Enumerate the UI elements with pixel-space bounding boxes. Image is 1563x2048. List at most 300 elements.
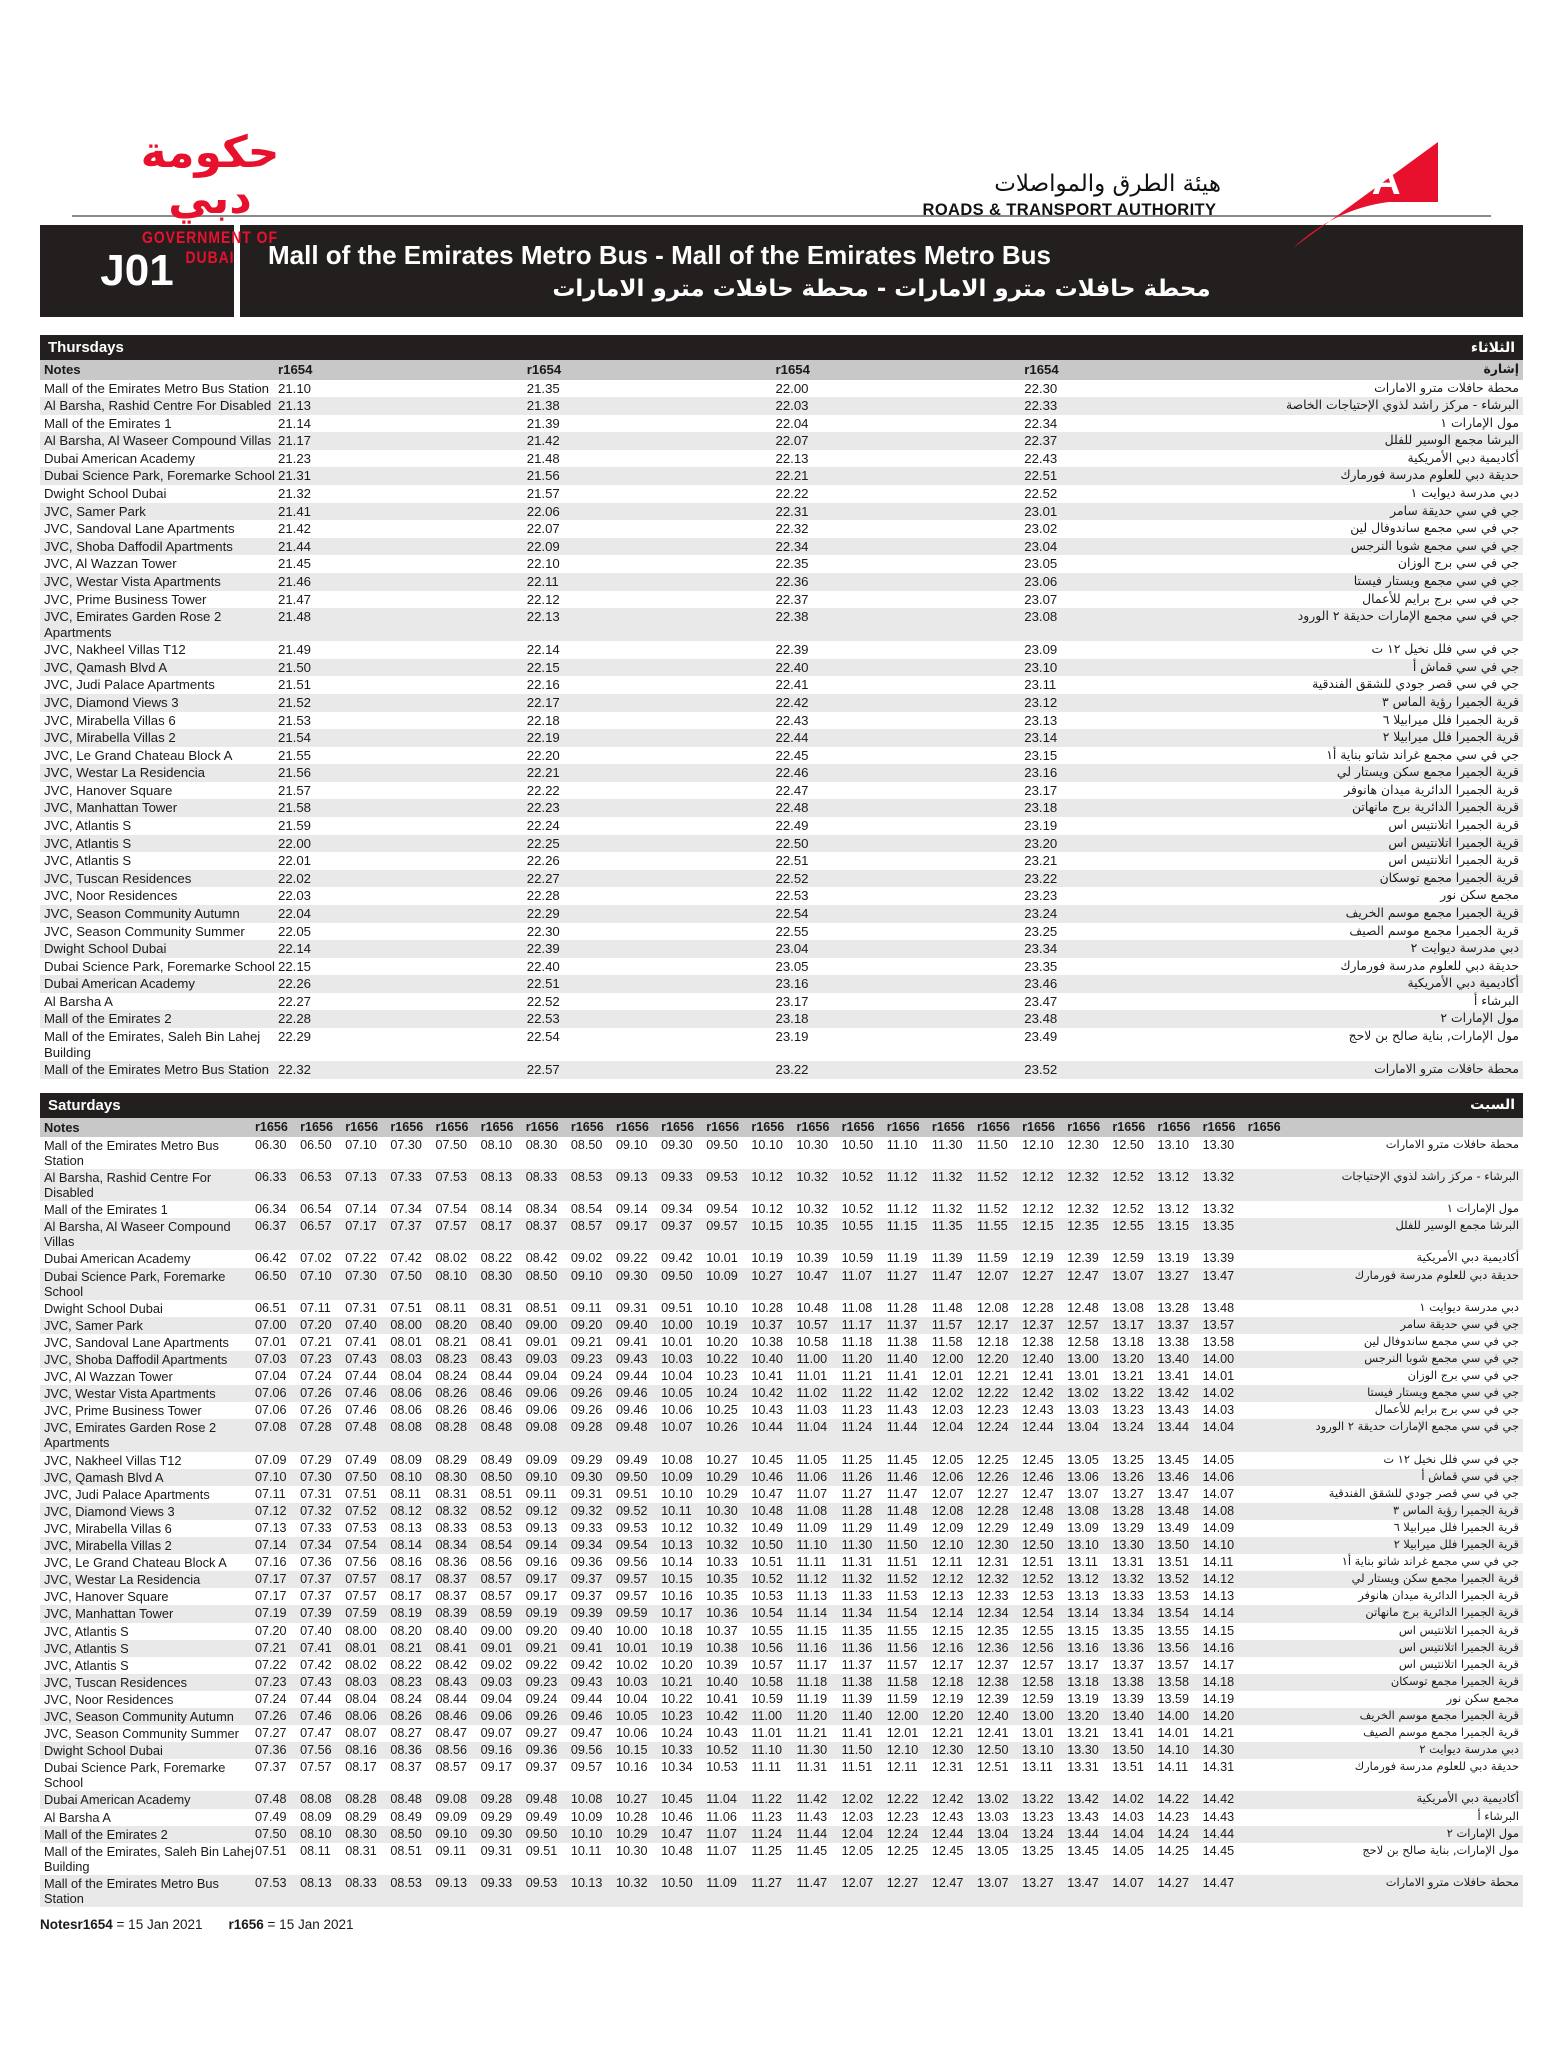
- stop-name-ar: جي في سي مجمع ويستار فيستا: [1353, 572, 1519, 588]
- departure-time: 11.43: [796, 1809, 828, 1824]
- departure-time: 08.56: [480, 1555, 513, 1570]
- departure-time: 09.40: [616, 1317, 648, 1332]
- departure-time: 13.23: [1112, 1403, 1144, 1418]
- stop-name-ar: حديقة دبي للعلوم مدرسة فورمارك: [1354, 1759, 1519, 1774]
- note-code: r1656: [977, 1119, 1010, 1134]
- departure-time: 09.01: [480, 1640, 513, 1655]
- departure-time: 23.04: [1024, 538, 1058, 554]
- departure-time: 13.13: [1067, 1589, 1099, 1604]
- departure-time: 10.53: [706, 1760, 738, 1775]
- departure-time: 12.47: [1067, 1268, 1099, 1283]
- departure-time: 07.06: [255, 1386, 287, 1401]
- departure-time: 08.17: [390, 1572, 422, 1587]
- departure-time: 07.11: [255, 1486, 286, 1501]
- departure-time: 13.11: [1022, 1760, 1053, 1775]
- departure-time: 08.30: [525, 1137, 558, 1152]
- departure-time: 07.54: [435, 1202, 468, 1217]
- table-row: [40, 975, 1523, 993]
- stop-name-ar: قرية الجميرا اتلانتيس اس: [1388, 834, 1519, 850]
- departure-time: 12.15: [931, 1623, 964, 1638]
- departure-time: 13.15: [1067, 1623, 1099, 1638]
- departure-time: 13.53: [1157, 1589, 1190, 1604]
- departure-time: 10.28: [616, 1809, 648, 1824]
- departure-time: 10.48: [796, 1300, 829, 1315]
- departure-time: 13.07: [977, 1875, 1009, 1890]
- table-row: [40, 1469, 1523, 1486]
- departure-time: 14.16: [1202, 1640, 1235, 1655]
- departure-time: [1248, 1351, 1293, 1368]
- departure-time: 22.49: [775, 818, 809, 834]
- departure-time: 08.21: [435, 1334, 468, 1349]
- departure-time: 21.51: [278, 677, 312, 693]
- departure-time: 11.47: [931, 1268, 963, 1283]
- departure-time: 12.45: [1022, 1452, 1054, 1467]
- departure-time: 13.37: [1112, 1657, 1144, 1672]
- departure-time: 10.00: [661, 1317, 693, 1332]
- departure-time: 12.41: [1022, 1369, 1054, 1384]
- stop-name-en: JVC, Judi Palace Apartments: [44, 677, 215, 693]
- departure-time: 08.51: [480, 1486, 513, 1501]
- table-row: [40, 870, 1523, 888]
- departure-time: [1248, 1708, 1293, 1725]
- departure-time: 09.17: [616, 1219, 648, 1234]
- departure-time: 10.36: [706, 1606, 738, 1621]
- departure-time: 10.02: [616, 1657, 648, 1672]
- note-code: r1656: [1157, 1119, 1191, 1134]
- stop-name-ar: قرية الجميرا رؤية الماس ٣: [1382, 693, 1519, 709]
- departure-time: 10.10: [661, 1486, 693, 1501]
- departure-time: 10.37: [751, 1317, 783, 1332]
- departure-time: 11.04: [706, 1792, 737, 1807]
- departure-time: 08.24: [435, 1369, 468, 1384]
- stop-name-ar: محطة حافلات مترو الامارات: [1385, 1136, 1519, 1151]
- departure-time: 11.06: [796, 1469, 828, 1484]
- departure-time: 21.42: [278, 521, 312, 537]
- departure-time: 23.17: [775, 993, 809, 1009]
- departure-time: 12.41: [977, 1726, 1009, 1741]
- departure-time: 11.47: [886, 1486, 918, 1501]
- departure-time: 09.53: [525, 1875, 558, 1890]
- departure-time: 13.52: [1157, 1572, 1190, 1587]
- stop-name-en: Dubai American Academy: [44, 976, 195, 992]
- departure-time: 12.12: [931, 1572, 964, 1587]
- departure-time: 07.44: [300, 1691, 332, 1706]
- departure-time: 13.56: [1157, 1640, 1190, 1655]
- departure-time: [1248, 1571, 1293, 1588]
- departure-time: 09.31: [480, 1843, 513, 1858]
- departure-time: 12.17: [977, 1317, 1009, 1332]
- departure-time: 13.47: [1202, 1268, 1235, 1283]
- note-code: r1656: [570, 1119, 604, 1134]
- departure-time: 22.12: [526, 591, 560, 607]
- departure-time: 13.39: [1202, 1251, 1235, 1266]
- departure-time: 13.58: [1157, 1674, 1190, 1689]
- departure-time: 22.27: [278, 993, 312, 1009]
- table-row: [40, 1028, 1523, 1061]
- departure-time: 12.24: [977, 1420, 1009, 1435]
- departure-time: 23.05: [775, 958, 809, 974]
- departure-time: 13.37: [1157, 1317, 1190, 1332]
- departure-time: 14.22: [1157, 1792, 1190, 1807]
- departure-time: 08.06: [390, 1403, 422, 1418]
- stop-name-ar: البرشاء - مركز راشد لذوي الإحتياجات الخاصة: [1285, 397, 1519, 413]
- departure-time: 08.09: [390, 1452, 422, 1467]
- departure-time: 07.41: [300, 1640, 332, 1655]
- departure-time: 10.22: [661, 1691, 693, 1706]
- departure-time: 22.19: [526, 730, 560, 746]
- departure-time: [1248, 1640, 1293, 1657]
- departure-time: 22.35: [775, 556, 809, 572]
- departure-time: 07.40: [300, 1623, 332, 1638]
- departure-time: 23.15: [1024, 747, 1058, 763]
- stop-name-ar: قرية الجميرا اتلانتيس اس: [1388, 852, 1519, 868]
- table-row: [40, 659, 1523, 677]
- stop-name-ar: جي في سي فلل نخيل ١٢ ت: [1371, 641, 1519, 657]
- departure-time: [1248, 1520, 1293, 1537]
- table-row: [40, 1725, 1523, 1742]
- departure-time: 13.15: [1157, 1219, 1190, 1234]
- stop-name-ar: قرية الجميرا الدائرية ميدان هانوفر: [1344, 781, 1519, 797]
- departure-time: 08.49: [480, 1452, 513, 1467]
- departure-time: 12.30: [931, 1743, 964, 1758]
- departure-time: 23.35: [1024, 958, 1058, 974]
- departure-time: 13.59: [1157, 1691, 1190, 1706]
- departure-time: 12.50: [1112, 1137, 1144, 1152]
- departure-time: 11.59: [886, 1691, 918, 1706]
- departure-time: 07.30: [300, 1469, 332, 1484]
- departure-time: 09.42: [661, 1251, 693, 1266]
- departure-time: 11.14: [796, 1606, 828, 1621]
- departure-time: 07.17: [255, 1572, 287, 1587]
- table-row: [40, 1385, 1523, 1402]
- departure-time: 12.44: [1022, 1420, 1054, 1435]
- departure-time: 22.14: [278, 941, 312, 957]
- stop-name-en: Dubai Science Park, Foremarke School: [44, 468, 275, 484]
- stop-name-ar: جي في سي قصر جودي للشقق الفندقية: [1312, 676, 1519, 692]
- departure-time: 07.10: [345, 1137, 377, 1152]
- departure-time: 13.47: [1157, 1486, 1190, 1501]
- departure-time: 12.07: [841, 1875, 874, 1890]
- departure-time: 13.32: [1112, 1572, 1144, 1587]
- departure-time: 22.53: [526, 1011, 560, 1027]
- footer-notes-label: Notesr1654 = 15 Jan 2021: [40, 1917, 203, 1933]
- departure-time: [1248, 1537, 1293, 1554]
- departure-time: 13.30: [1112, 1538, 1144, 1553]
- timetable-section-thursdays: [40, 335, 1523, 1079]
- departure-time: 12.49: [1022, 1520, 1054, 1535]
- departure-time: 13.10: [1157, 1137, 1190, 1152]
- departure-time: 10.59: [751, 1691, 783, 1706]
- departure-time: 10.04: [661, 1369, 693, 1384]
- departure-time: 11.18: [841, 1334, 873, 1349]
- stop-name-en: JVC, Westar Vista Apartments: [44, 573, 221, 589]
- departure-time: 12.21: [931, 1726, 964, 1741]
- departure-time: 14.03: [1202, 1403, 1235, 1418]
- departure-time: 11.25: [751, 1843, 782, 1858]
- departure-time: 08.16: [390, 1555, 422, 1570]
- note-code: r1654: [526, 362, 562, 377]
- departure-time: 07.16: [255, 1555, 287, 1570]
- departure-time: 10.41: [751, 1369, 783, 1384]
- departure-time: 10.01: [706, 1251, 738, 1266]
- departure-time: 08.24: [390, 1691, 422, 1706]
- departure-time: 12.38: [1022, 1334, 1054, 1349]
- departure-time: 12.23: [886, 1809, 919, 1824]
- departure-time: 13.45: [1157, 1452, 1190, 1467]
- stop-name-en: JVC, Shoba Daffodil Apartments: [44, 538, 233, 554]
- note-code: r1656: [435, 1119, 469, 1134]
- stop-name-en: Dubai American Academy: [44, 1251, 191, 1267]
- table-row: [40, 958, 1523, 976]
- departure-time: 08.17: [480, 1219, 513, 1234]
- departure-time: 10.59: [841, 1251, 874, 1266]
- departure-time: 22.04: [278, 905, 312, 921]
- departure-time: 07.29: [300, 1452, 332, 1467]
- stop-name-ar: جي في سي مجمع غراند شاتو بناية أ١: [1326, 746, 1519, 762]
- departure-time: 12.27: [977, 1486, 1009, 1501]
- departure-time: 13.27: [1022, 1875, 1054, 1890]
- stop-name-ar: قرية الجميرا اتلانتيس اس: [1398, 1639, 1519, 1654]
- departure-time: 11.11: [796, 1555, 827, 1570]
- table-row: [40, 432, 1523, 450]
- departure-time: 09.30: [480, 1826, 513, 1841]
- departure-time: 14.20: [1202, 1708, 1235, 1723]
- stop-name-ar: جي في سي قماش أ: [1412, 658, 1519, 674]
- stop-name-ar: جي في سي برج برايم للأعمال: [1374, 1402, 1519, 1417]
- departure-time: 10.30: [616, 1843, 648, 1858]
- departure-time: 09.23: [525, 1674, 558, 1689]
- stop-name-en: JVC, Sandoval Lane Apartments: [44, 1334, 229, 1350]
- stop-name-ar: قرية الجميرا رؤية الماس ٣: [1393, 1502, 1519, 1517]
- departure-time: 09.30: [661, 1137, 693, 1152]
- departure-time: 22.26: [278, 976, 312, 992]
- departure-time: 08.43: [480, 1352, 513, 1367]
- departure-time: 06.42: [255, 1251, 287, 1266]
- departure-time: 13.43: [1157, 1403, 1190, 1418]
- departure-time: 12.57: [1067, 1317, 1099, 1332]
- departure-time: 13.27: [1157, 1268, 1190, 1283]
- departure-time: 11.27: [886, 1268, 918, 1283]
- departure-time: 12.14: [931, 1606, 964, 1621]
- stop-name-ar: مول الإمارات ٢: [1446, 1825, 1519, 1840]
- departure-time: 10.10: [751, 1137, 783, 1152]
- departure-time: 11.36: [841, 1640, 873, 1655]
- departure-time: 11.50: [886, 1538, 918, 1553]
- departure-time: 10.09: [570, 1809, 603, 1824]
- departure-time: 11.19: [886, 1251, 918, 1266]
- departure-time: 10.28: [751, 1300, 783, 1315]
- departure-time: 08.46: [480, 1403, 513, 1418]
- stop-name-ar: البرشاء أ: [1473, 992, 1519, 1008]
- departure-time: 07.51: [390, 1300, 422, 1315]
- departure-time: 12.07: [931, 1486, 964, 1501]
- departure-time: 12.43: [1022, 1403, 1054, 1418]
- departure-time: 09.31: [616, 1300, 648, 1315]
- table-row: [40, 1588, 1523, 1605]
- stop-name-en: JVC, Season Community Summer: [44, 923, 245, 939]
- departure-time: 08.27: [390, 1726, 422, 1741]
- stop-name-en: Mall of the Emirates, Saleh Bin Lahej Building: [44, 1028, 261, 1060]
- departure-time: 22.15: [526, 659, 560, 675]
- table-row: [40, 1137, 1523, 1169]
- departure-time: 21.14: [278, 415, 312, 431]
- departure-time: 22.24: [526, 818, 560, 834]
- departure-time: 11.30: [841, 1538, 873, 1553]
- departure-time: 14.01: [1202, 1369, 1235, 1384]
- departure-time: 08.01: [345, 1640, 377, 1655]
- departure-time: 08.14: [480, 1202, 513, 1217]
- departure-time: 11.31: [796, 1760, 828, 1775]
- departure-time: 11.07: [796, 1486, 828, 1501]
- departure-time: 12.52: [1112, 1169, 1144, 1184]
- departure-time: 08.39: [435, 1606, 468, 1621]
- note-code: r1656: [886, 1119, 920, 1134]
- departure-time: 09.53: [616, 1520, 648, 1535]
- departure-time: 22.05: [278, 923, 312, 939]
- departure-time: 22.42: [775, 694, 809, 710]
- departure-time: 07.22: [345, 1251, 377, 1266]
- departure-time: 09.48: [616, 1420, 648, 1435]
- departure-time: 10.24: [706, 1386, 738, 1401]
- departure-time: 09.16: [525, 1555, 558, 1570]
- departure-time: 06.54: [300, 1202, 332, 1217]
- departure-time: 08.57: [480, 1589, 513, 1604]
- departure-time: [1248, 1503, 1293, 1520]
- departure-time: 12.10: [931, 1538, 964, 1553]
- departure-time: 10.12: [751, 1202, 783, 1217]
- table-row: [40, 1605, 1523, 1622]
- departure-time: 07.33: [390, 1169, 422, 1184]
- departure-time: 14.14: [1202, 1606, 1235, 1621]
- departure-time: 13.02: [977, 1792, 1009, 1807]
- departure-time: 07.57: [345, 1589, 377, 1604]
- stop-name-ar: قرية الجميرا فلل ميرابيلا ٦: [1382, 711, 1519, 727]
- departure-time: 08.50: [480, 1469, 513, 1484]
- departure-time: 22.03: [278, 888, 312, 904]
- departure-time: 07.48: [345, 1420, 377, 1435]
- departure-time: 22.50: [775, 835, 809, 851]
- departure-time: 09.31: [570, 1486, 603, 1501]
- departure-time: 08.44: [435, 1691, 468, 1706]
- departure-time: 10.50: [751, 1538, 783, 1553]
- departure-time: 09.11: [570, 1300, 602, 1315]
- departure-time: 23.10: [1024, 659, 1058, 675]
- departure-time: 08.56: [435, 1743, 468, 1758]
- departure-time: 23.49: [1024, 1028, 1058, 1044]
- table-row: [40, 1640, 1523, 1657]
- departure-time: 11.39: [931, 1251, 963, 1266]
- departure-time: 07.50: [390, 1268, 422, 1283]
- departure-time: 09.29: [480, 1809, 513, 1824]
- departure-time: 08.11: [435, 1300, 467, 1315]
- government-of-dubai-logo: [95, 127, 325, 268]
- departure-time: 07.13: [345, 1169, 377, 1184]
- stop-name-en: JVC, Atlantis S: [44, 818, 132, 834]
- departure-time: 11.21: [796, 1726, 828, 1741]
- departure-time: 08.49: [390, 1809, 422, 1824]
- stop-name-en: Al Barsha A: [44, 1809, 111, 1825]
- stop-name-ar: قرية الجميرا مجمع موسم الصيف: [1349, 922, 1519, 938]
- departure-time: 11.51: [841, 1760, 873, 1775]
- departure-time: 10.16: [616, 1760, 648, 1775]
- departure-time: 22.45: [775, 747, 809, 763]
- table-row: [40, 1402, 1523, 1419]
- departure-time: 07.46: [345, 1386, 377, 1401]
- departure-time: 09.06: [480, 1708, 513, 1723]
- stop-name-ar: جي في سي مجمع ساندوفال لين: [1363, 1333, 1519, 1348]
- departure-time: 14.05: [1112, 1843, 1144, 1858]
- departure-time: 09.06: [525, 1386, 558, 1401]
- departure-time: 08.41: [480, 1334, 513, 1349]
- departure-time: 10.15: [661, 1572, 693, 1587]
- departure-time: [1248, 1809, 1293, 1826]
- departure-time: 08.17: [390, 1589, 422, 1604]
- departure-time: 13.08: [1112, 1300, 1144, 1315]
- departure-time: 11.07: [841, 1268, 873, 1283]
- departure-time: 10.32: [706, 1520, 738, 1535]
- departure-time: 10.42: [751, 1386, 783, 1401]
- departure-time: 08.19: [390, 1606, 422, 1621]
- departure-time: 14.15: [1202, 1623, 1235, 1638]
- departure-time: 10.30: [796, 1137, 829, 1152]
- departure-time: 11.28: [841, 1503, 873, 1518]
- departure-time: 12.30: [977, 1538, 1009, 1553]
- departure-time: 22.10: [526, 556, 560, 572]
- departure-time: 13.39: [1112, 1691, 1144, 1706]
- departure-time: 11.08: [796, 1503, 828, 1518]
- stop-name-en: JVC, Emirates Garden Rose 2 Apartments: [44, 609, 222, 640]
- stop-name-en: JVC, Samer Park: [44, 1317, 143, 1333]
- departure-time: 13.50: [1112, 1743, 1144, 1758]
- departure-time: 11.23: [841, 1403, 873, 1418]
- departure-time: 10.06: [661, 1403, 693, 1418]
- departure-time: [1248, 1657, 1293, 1674]
- departure-time: 13.20: [1112, 1352, 1144, 1367]
- departure-time: [1248, 1725, 1293, 1742]
- table-row: [40, 729, 1523, 747]
- day-label-ar: السبت: [1470, 1097, 1515, 1114]
- stop-name-en: Dubai Science Park, Foremarke School: [44, 1760, 226, 1791]
- stop-name-en: JVC, Atlantis S: [44, 853, 132, 869]
- departure-time: 12.40: [977, 1708, 1009, 1723]
- departure-time: 11.51: [886, 1555, 918, 1570]
- departure-time: 12.52: [1022, 1572, 1054, 1587]
- departure-time: 22.36: [775, 573, 809, 589]
- departure-time: [1248, 1169, 1293, 1201]
- stop-name-ar: أكاديمية دبي الأمريكية: [1407, 449, 1519, 465]
- departure-time: 13.44: [1157, 1420, 1190, 1435]
- departure-time: 11.00: [751, 1708, 782, 1723]
- departure-time: 22.33: [1024, 398, 1058, 414]
- departure-time: 08.37: [435, 1572, 468, 1587]
- departure-time: 07.49: [345, 1452, 377, 1467]
- departure-time: 13.05: [1067, 1452, 1099, 1467]
- departure-time: 23.12: [1024, 694, 1058, 710]
- departure-time: 12.22: [977, 1386, 1009, 1401]
- note-code: r1656: [661, 1119, 695, 1134]
- stop-name-ar: قرية الجميرا اتلانتيس اس: [1398, 1656, 1519, 1671]
- departure-time: 14.05: [1202, 1452, 1235, 1467]
- departure-time: 11.26: [841, 1469, 873, 1484]
- stop-name-en: JVC, Season Community Autumn: [44, 1708, 234, 1724]
- stop-name-ar: البرشا مجمع الوسير للفلل: [1395, 1218, 1519, 1233]
- departure-time: 13.28: [1157, 1300, 1190, 1315]
- departure-time: 12.29: [977, 1520, 1009, 1535]
- stop-name-ar: قرية الجميرا فلل ميرابيلا ٢: [1393, 1537, 1519, 1552]
- departure-time: 22.51: [775, 853, 809, 869]
- route-code-badge: J01: [40, 225, 234, 317]
- departure-time: 14.10: [1202, 1538, 1235, 1553]
